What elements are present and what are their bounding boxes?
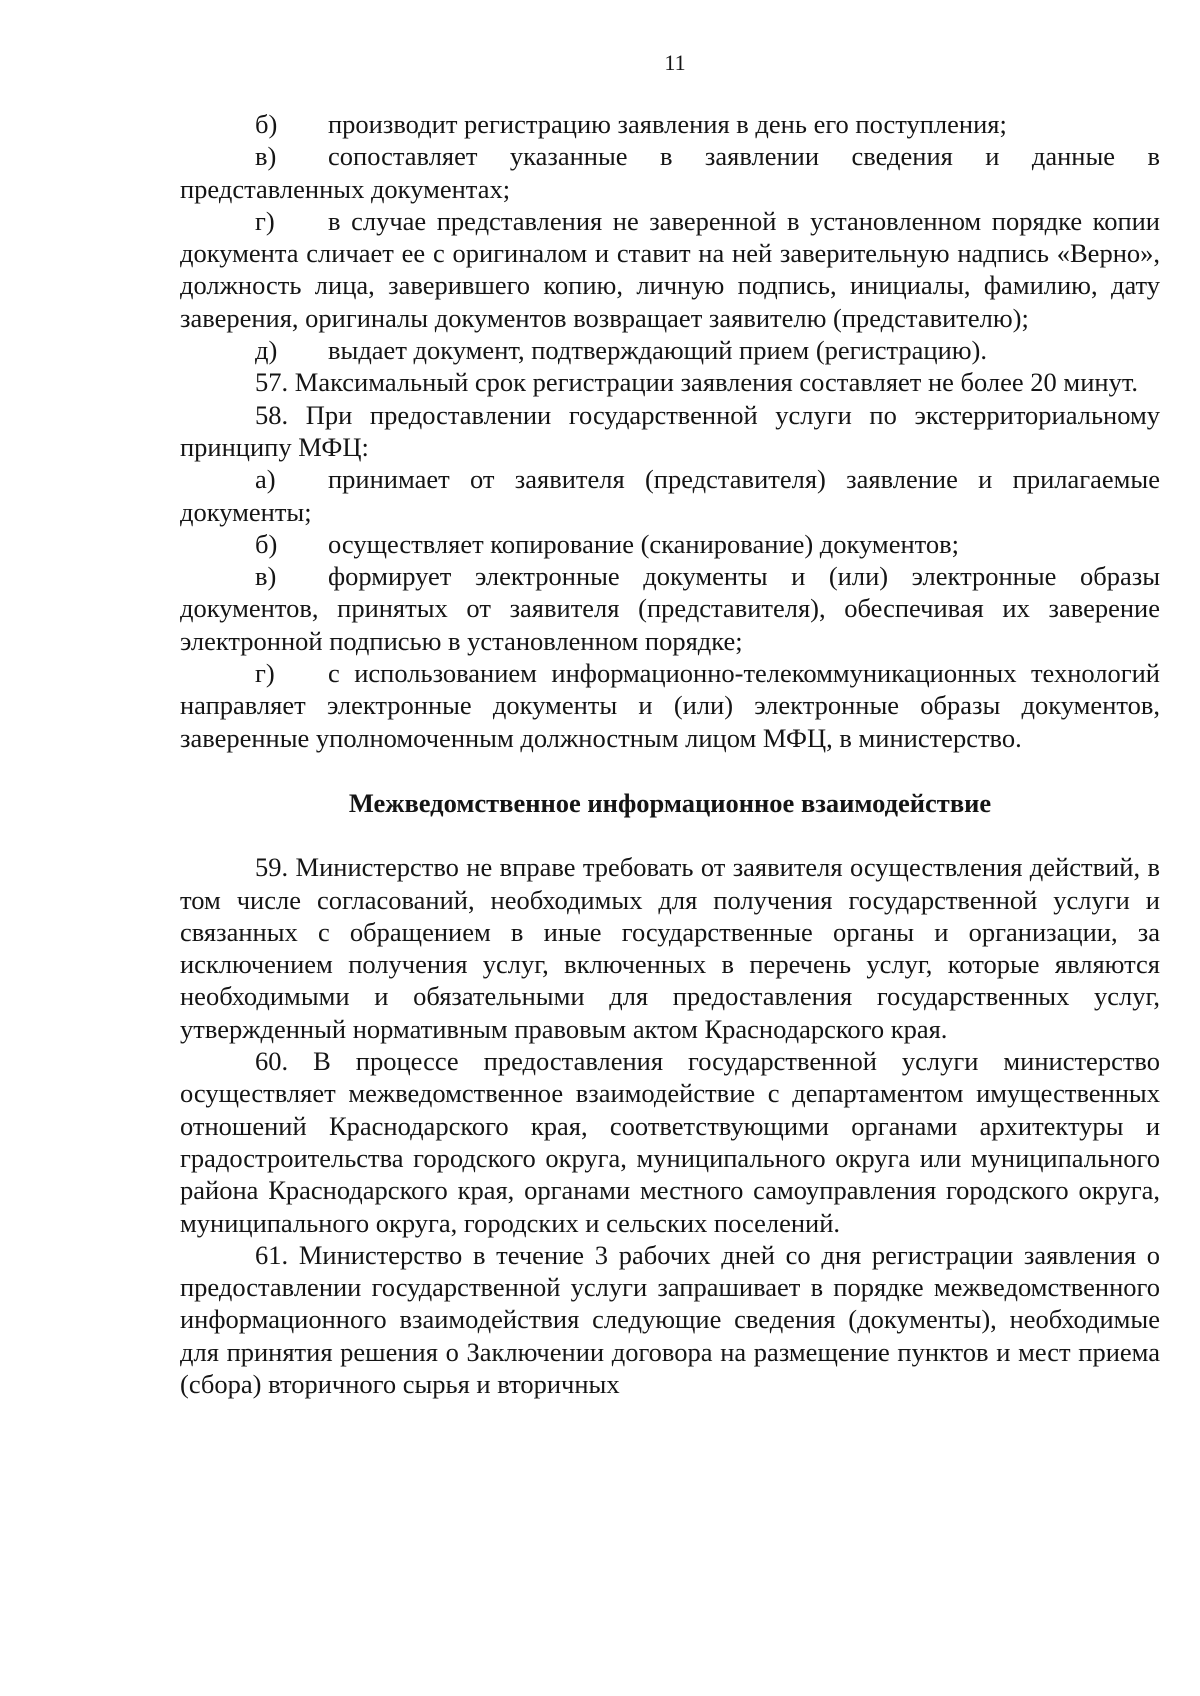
list-item — [180, 657, 1160, 754]
list-item-text: с использованием информационно-телекоммуникационных технологий направляет электронные документы и (или) электронные образы документов, заверенные уполномоченным должностным лицом МФЦ, в министерство. — [180, 658, 1160, 753]
list-item-marker: в) — [255, 141, 277, 172]
list-item-marker: г) — [255, 658, 275, 689]
list-item-marker: б) — [255, 528, 278, 559]
list-item — [180, 528, 1160, 560]
list-item — [180, 334, 1160, 366]
list-item-text: выдает документ, подтверждающий прием (регистрацию). — [328, 335, 988, 366]
list-item-text: формирует электронные документы и (или) электронные образы документов, принятых от заявителя (представителя), обеспечивая их заверение электронной подписью в установленном порядке; — [180, 561, 1160, 656]
paragraph-59: 59. Министерство не вправе требовать от заявителя осуществления действий, в том числе согласований, необходимых для получения государственной услуги и связанных с обращением в иные государственные органы и организации, за исключением получения услуг, включенных в перечень услуг, которые являются необходимыми и обязательными для предоставления государственных услуг, утвержденный нормативным правовым актом Краснодарского края. — [180, 852, 1160, 1044]
list-item-marker: в) — [255, 561, 277, 592]
list-item-text: принимает от заявителя (представителя) заявление и прилагаемые документы; — [180, 464, 1160, 527]
list-item — [180, 140, 1160, 205]
list-item-marker: а) — [255, 464, 276, 495]
page-number: 11 — [664, 50, 686, 75]
section-heading: Межведомственное информационное взаимодействие — [348, 787, 992, 818]
paragraph-60: 60. В процессе предоставления государственной услуги министерство осуществляет межведомственное взаимодействие с департаментом имущественных отношений Краснодарского края, соответствующими органами архитектуры и градостроительства городского округа, муниципального округа или муниципального района Краснодарского края, органами местного самоуправления городского округа, муниципального округа, городских и сельских поселений. — [180, 1046, 1160, 1238]
paragraph-61: 61. Министерство в течение 3 рабочих дней со дня регистрации заявления о предоставлении государственной услуги запрашивает в порядке межведомственного информационного взаимодействия следующие сведения (документы), необходимые для принятия решения о Заключении договора на размещение пунктов и мест приема (сбора) вторичного сырья и вторичных — [180, 1239, 1160, 1399]
list-item-text: сопоставляет указанные в заявлении сведения и данные в представленных документах; — [180, 141, 1160, 204]
document-body — [180, 108, 1160, 1400]
list-item-text: осуществляет копирование (сканирование) документов; — [328, 528, 959, 559]
paragraph-57: 57. Максимальный срок регистрации заявления составляет не более 20 минут. — [255, 367, 1139, 398]
list-item-marker: г) — [255, 205, 275, 236]
list-item — [180, 205, 1160, 334]
list-item-marker: д) — [255, 335, 278, 366]
list-item-marker: б) — [255, 109, 278, 139]
list-item-text: производит регистрацию заявления в день его поступления; — [328, 109, 1007, 139]
paragraph-58: 58. При предоставлении государственной услуги по экстерриториальному принципу МФЦ: — [180, 399, 1160, 462]
list-item-text: в случае представления не заверенной в установленном порядке копии документа сличает ее с оригиналом и ставит на ней заверительную надпись «Верно», должность лица, заверившего копию, личную подпись, инициалы, фамилию, дату заверения, оригиналы документов возвращает заявителю (представителю); — [180, 205, 1160, 333]
list-item — [180, 463, 1160, 528]
list-item — [180, 108, 1160, 140]
list-item — [180, 560, 1160, 657]
